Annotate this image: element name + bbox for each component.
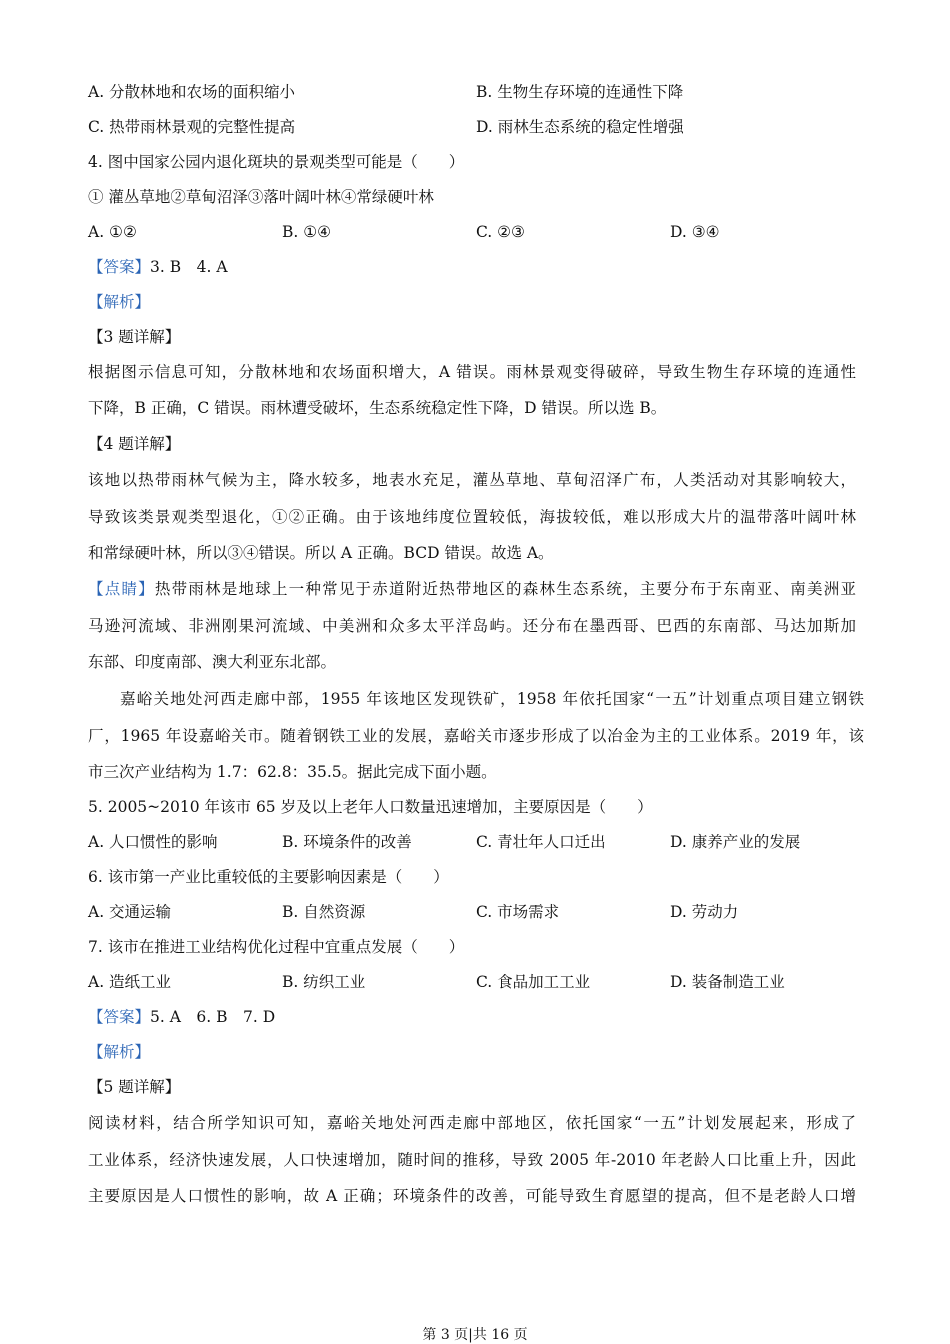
material-line-2: 厂，1965 年设嘉峪关市。随着钢铁工业的发展，嘉峪关市逐步形成了以冶金为主的工业体系。2019 年，该	[88, 727, 864, 745]
q4-option-a: A. ①②	[88, 223, 137, 241]
answer-line-1	[88, 257, 228, 277]
q5-option-a: A. 人口惯性的影响	[88, 833, 218, 851]
tip-line-2: 马逊河流域、非洲刚果河流域、中美洲和众多太平洋岛屿。还分布在墨西哥、巴西的东南部、马达加斯加	[88, 617, 856, 635]
q6-option-b: B. 自然资源	[282, 903, 366, 921]
detail3-line-1: 根据图示信息可知，分散林地和农场面积增大，A 错误。雨林景观变得破碎，导致生物生存环境的连通性	[88, 363, 856, 381]
q7-option-a: A. 造纸工业	[88, 973, 172, 991]
detail3-line-2: 下降，B 正确，C 错误。雨林遭受破坏，生态系统稳定性下降，D 错误。所以选 B。	[88, 399, 667, 417]
detail5-title: 【5 题详解】	[88, 1078, 181, 1096]
q3-option-a: A. 分散林地和农场的面积缩小	[88, 83, 296, 101]
q5-option-d: D. 康养产业的发展	[670, 833, 801, 851]
detail5-line-2: 工业体系，经济快速发展，人口快速增加，随时间的推移，导致 2005 年-2010 年老龄人口比重上升，因此	[88, 1151, 856, 1169]
analysis-tag-2: 【解析】	[88, 1043, 151, 1061]
q5-option-b: B. 环境条件的改善	[282, 833, 412, 851]
tip-tag: 【点睛】	[88, 580, 155, 598]
q4-option-d: D. ③④	[670, 223, 720, 241]
detail4-line-1: 该地以热带雨林气候为主，降水较多，地表水充足，灌丛草地、草甸沼泽广布，人类活动对其影响较大，	[88, 471, 856, 489]
answer-text: 3. B 4. A	[150, 258, 228, 276]
q6-stem: 6. 该市第一产业比重较低的主要影响因素是（ ）	[88, 868, 449, 886]
tip-text-1: 热带雨林是地球上一种常见于赤道附近热带地区的森林生态系统，主要分布于东南亚、南美洲亚	[154, 580, 856, 598]
detail4-line-3: 和常绿硬叶林，所以③④错误。所以 A 正确。BCD 错误。故选 A。	[88, 544, 554, 562]
q3-option-d: D. 雨林生态系统的稳定性增强	[476, 118, 684, 136]
page-footer: 第 3 页|共 16 页	[422, 1327, 528, 1343]
detail3-title: 【3 题详解】	[88, 328, 181, 346]
q7-option-b: B. 纺织工业	[282, 973, 366, 991]
detail5-line-3: 主要原因是人口惯性的影响，故 A 正确；环境条件的改善，可能导致生育愿望的提高，但不是老龄人口增	[88, 1187, 856, 1205]
q7-option-d: D. 装备制造工业	[670, 973, 785, 991]
q6-option-c: C. 市场需求	[476, 903, 560, 921]
answer-tag-2: 【答案】	[88, 1008, 151, 1026]
material-line-3: 市三次产业结构为 1.7：62.8：35.5。据此完成下面小题。	[88, 763, 497, 781]
q6-option-a: A. 交通运输	[88, 903, 172, 921]
q5-stem: 5. 2005~2010 年该市 65 岁及以上老年人口数量迅速增加，主要原因是（ ）	[88, 798, 653, 816]
q6-option-d: D. 劳动力	[670, 903, 739, 921]
detail5-line-1: 阅读材料，结合所学知识可知，嘉峪关地处河西走廊中部地区，依托国家“一五”计划发展起来，形成了	[88, 1114, 856, 1132]
analysis-tag-1: 【解析】	[88, 293, 151, 311]
material-line-1: 嘉峪关地处河西走廊中部，1955 年该地区发现铁矿，1958 年依托国家“一五”计划重点项目建立钢铁	[120, 690, 864, 708]
q7-option-c: C. 食品加工工业	[476, 973, 591, 991]
q4-option-b: B. ①④	[282, 223, 332, 241]
q4-option-c: C. ②③	[476, 223, 525, 241]
detail4-line-2: 导致该类景观类型退化，①②正确。由于该地纬度位置较低，海拔较低，难以形成大片的温带落叶阔叶林	[88, 508, 856, 526]
q4-stem: 4. 图中国家公园内退化斑块的景观类型可能是（ ）	[88, 153, 465, 171]
tip-line-1	[88, 579, 856, 599]
q3-option-c: C. 热带雨林景观的完整性提高	[88, 118, 296, 136]
answer-tag: 【答案】	[88, 258, 151, 276]
answer-text-2: 5. A 6. B 7. D	[150, 1008, 276, 1026]
tip-line-3: 东部、印度南部、澳大利亚东北部。	[88, 653, 337, 671]
answer-line-2	[88, 1007, 275, 1027]
q4-items: ① 灌丛草地②草甸沼泽③落叶阔叶林④常绿硬叶林	[88, 188, 434, 206]
q3-option-b: B. 生物生存环境的连通性下降	[476, 83, 684, 101]
detail4-title: 【4 题详解】	[88, 435, 181, 453]
q5-option-c: C. 青壮年人口迁出	[476, 833, 606, 851]
q7-stem: 7. 该市在推进工业结构优化过程中宜重点发展（ ）	[88, 938, 465, 956]
